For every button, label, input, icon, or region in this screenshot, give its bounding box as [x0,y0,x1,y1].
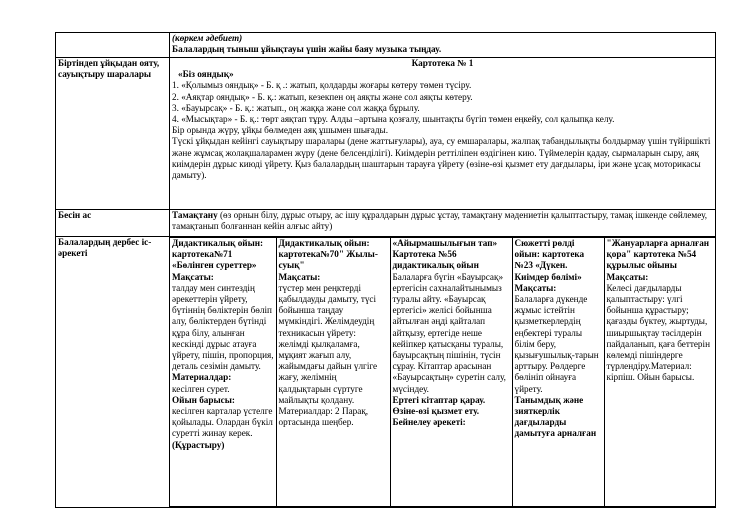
activity-text: кесілген карталар үстелге қойылады. Олардан бүкіл суретті жинау керек. [172,406,273,439]
activity-heading: Материалдар: [172,372,232,383]
activity-column-3 [390,238,512,507]
activity-column-5 [604,238,716,507]
snack-label: Бесін ас [56,210,170,237]
activity-column-2 [276,238,390,507]
activity-heading: "Жануарларға арналған қора" картотека №54 құрылыс ойыны [606,238,710,271]
activity-text: кесілген сурет. [172,383,230,394]
activity-heading: Ойын барысы: [172,394,235,405]
header-row [56,33,716,58]
activity-label: Балалардың тыныш ұйықтауы үшін жайы баяу музыка тыңдау. [172,44,442,55]
snack-title: Тамақтану [172,210,218,220]
activity-heading: Мақсаты: [278,271,321,282]
activities-grid [170,237,716,507]
exercise-item: 4. «Мысықтар» - Б. қ.: төрт аяқтап тұру. Алды –артына қозғалу, шынтақты бүгіп төмен еңкейу, сол қалыпқа келу. [172,114,615,125]
activity-column-4 [512,238,604,507]
wakeup-label: Біртіндеп ұйқыдан ояту, сауықтыру шаралары [56,58,170,210]
activity-heading: Мақсаты: [514,282,557,293]
exercise-item: 2. «Аяқтар ояндық» - Б. қ.: жатып, кезекпен оң аяқты және сол аяқты көтеру. [172,91,473,102]
activity-heading: дидактикалық ойын [392,260,479,271]
genre-label: (көркем әдебиет) [172,33,243,43]
exercise-item: 1. «Қолымыз ояндық» - Б. қ .: жатып, қолдарды жоғары көтеру төмен түсіру. [172,80,472,91]
schedule-table [55,32,716,508]
activity-heading: Танымдық және зияткерлік дағдыларды дамытуға арналған [514,394,597,439]
exercise-list [172,80,713,181]
activity-text: Балаларға дүкенде жұмыс істейтін қызметкерлердің еңбектері туралы білім беру, қызығушылық-тарын арттыру. Рөлдерге бөлініп ойнауға үйрету. [514,294,599,394]
activity-heading: Картотека №56 [392,249,457,260]
activity-column-1 [170,238,276,507]
independent-label: Балалардың дербес іс-әрекеті [56,237,170,508]
snack-row [56,210,716,237]
activity-heading: Ертегі кітаптар қарау. Өзіне-өзі қызмет ету. Бейнелеу әрекеті: [392,394,486,428]
activity-text: Балаларға бүгін «Бауырсақ» ертегісін сахналайтынымыз туралы айту. «Бауырсақ ертегісі» желісі бойынша айтылған әңді қайталап айтқызу, ертегіде неше кейіпкер қатысқаны туралы, бауырсақтың пішінін, түсін сұрау. Кітаптар арасынан «Бауырсақтың» суретін салу, мүсіндеу. [392,271,506,394]
exercise-item: Түскі ұйқыдан кейінгі сауықтыру шаралары (дене жаттығулары), ауа, су емшаралары, жалпақ табандылықты болдырмау үшін түйіршікті және жұмсақ жолақшаларамен жүру (дене белсенділігі). Киімдерін реттіліпен өздігінен кию. Түймелерін қадау, сырмаларын сыру, аяқ киімдерін дұрыс киюді үйрету. Қыз балалардың шаштарын тарауға үйрету (өзіне-өзі қызмет ету дағдылары, іри және ұсақ моторикасы дамыту). [172,136,711,181]
snack-text: (өз орнын білу, дұрыс отыру, ас ішу құралдарын дұрыс ұстау, тамақтану мәдениетін қалыптастыру, тамақ ішкенде сөйлемеу, тамақтанып болғаннан кейін алғыс айту) [172,210,708,232]
activity-text: түстер мен реңктерді қабылдауды дамыту, түсі бойынша таңдау мүмкіндігі. Желімдеудің техникасын үйрету: желімді қылқаламға, мұқият жағып алу, жайымдағы дайын үлгіге жағу, желімнің қалдықтарын сүртуге майлықты қолдану. Материалдар: 2 Парақ, ортасында шеңбер. [278,282,378,428]
activity-heading: Мақсаты: [172,271,214,282]
independent-row [56,237,716,508]
activity-text: Келесі дағдыларды қалыптастыру: үлгі бойынша құрастыру; қағазды бүктеу, жыртуды, шиыршықтау тәсілдерін пайдаланып, қаға беттерін көлемді пішіндерге түрлендіру.Материал: кірпіш. Ойын барысы. [606,282,710,383]
exercise-item: Бір орында жүру, ұйқы бөлмеден аяқ ұшымен шығады. [172,125,389,136]
activity-heading: (Құрастыру) [172,439,225,450]
exercise-set-title: «Біз ояндық» [178,69,234,80]
activity-text: талдау мен синтездің әрекеттерін үйрету, бүтіннің бөліктерін бөліп алу, бөліктерден бүтінді құра білу, алынған кескінді дұрыс атауға үйрету, пішін, пропорция, деталь сезімін дамыту. [172,282,274,372]
activity-heading: «Айырмашылығын тап» [392,238,498,248]
activity-heading: Дидактикалық ойын: картотека№71 [172,238,264,260]
card-title: Картотека № 1 [411,58,474,68]
activity-heading: Дидактикалық ойын: картотека№70" Жылы-суық" [278,238,378,271]
activity-heading: Сюжетті рөлді ойын: картотека №23 «Дүкен. Киімдер бөлімі» [514,238,585,282]
activity-heading: «Бөлінген суреттер» [172,260,257,271]
wakeup-row [56,58,716,210]
wakeup-content [170,58,716,210]
exercise-item: 3. «Бауырсақ» - Б. қ.: жатып., оң жаққа және сол жаққа бұрылу. [172,102,420,113]
activity-heading: Мақсаты: [606,271,649,282]
